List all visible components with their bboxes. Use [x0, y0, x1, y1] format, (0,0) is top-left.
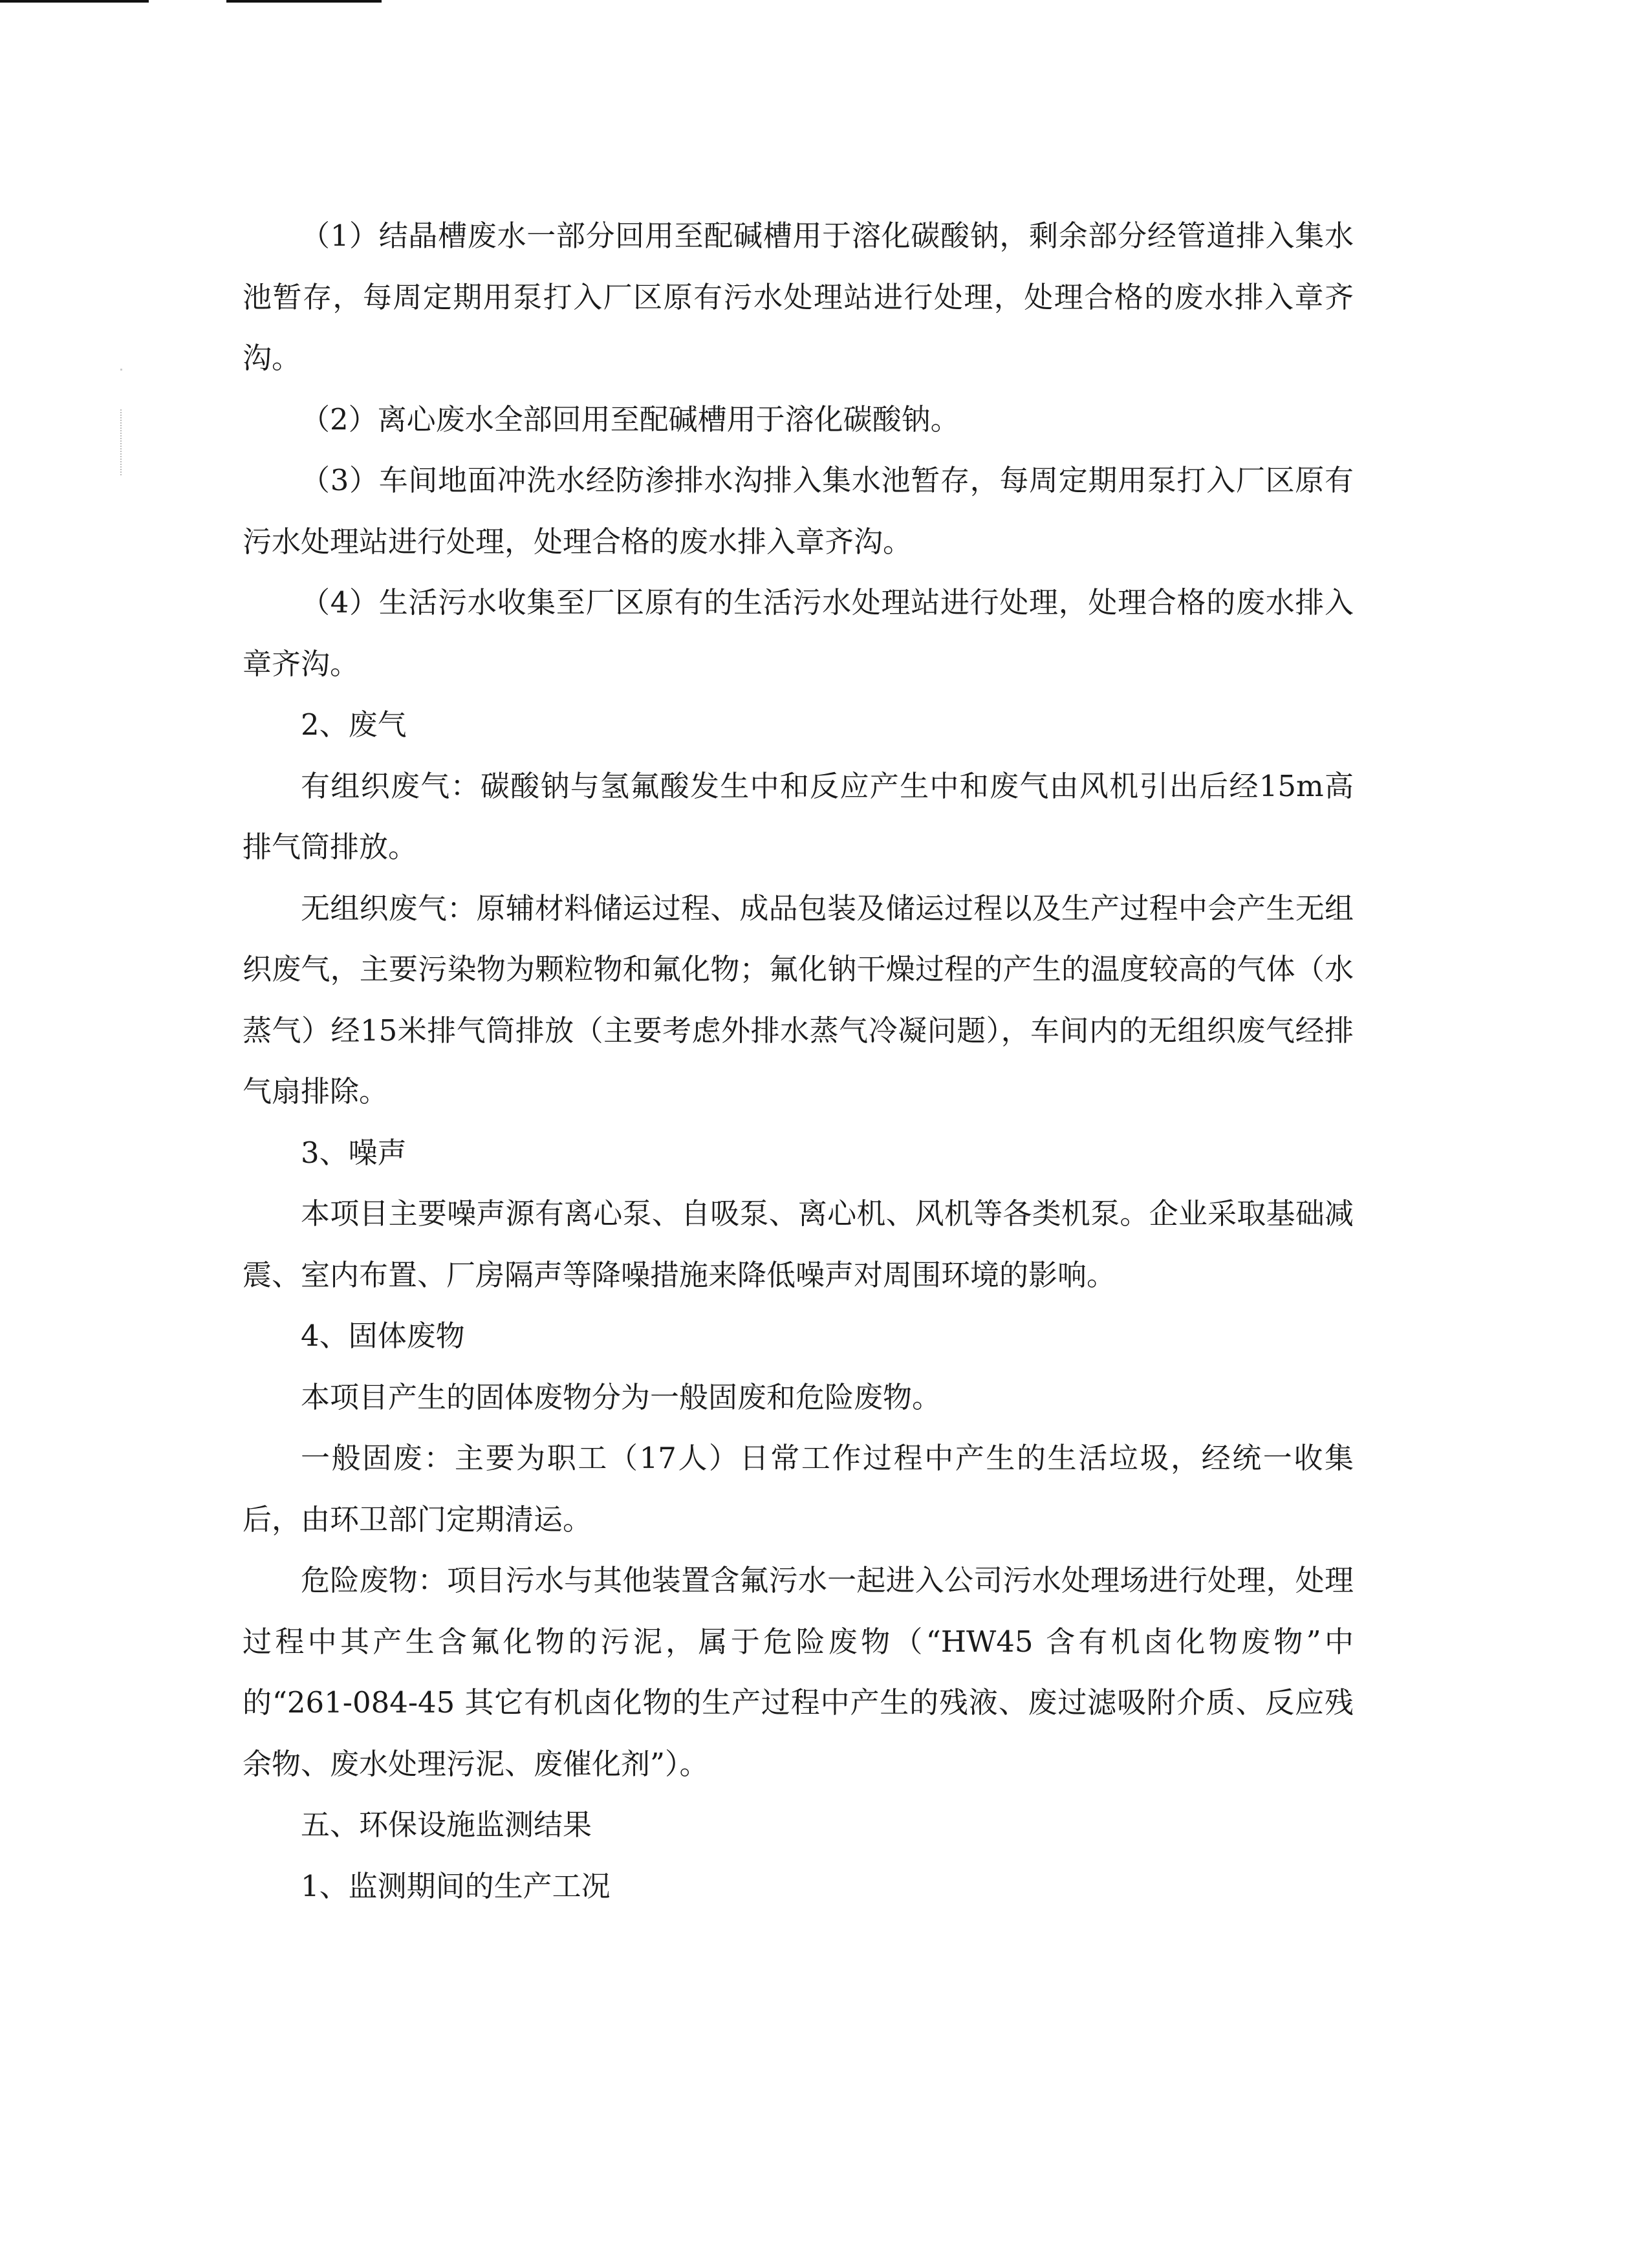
heading-noise: 3、噪声: [301, 1135, 407, 1170]
scan-edge-mark-left: [0, 0, 149, 3]
margin-binding-marks: [120, 409, 123, 475]
margin-speck: [120, 369, 122, 371]
paragraph-solid-waste-intro: 本项目产生的固体废物分为一般固废和危险废物。: [301, 1379, 942, 1414]
heading-production-conditions: 1、监测期间的生产工况: [301, 1868, 611, 1903]
paragraph-wastewater-1: （1）结晶槽废水一部分回用至配碱槽用于溶化碳酸钠，剩余部分经管道排入集水池暂存，每周定期用泵打入厂区原有污水处理站进行处理，处理合格的废水排入章齐沟。: [243, 219, 1354, 375]
paragraph-wastewater-4: （4）生活污水收集至厂区原有的生活污水处理站进行处理，处理合格的废水排入章齐沟。: [243, 585, 1354, 681]
paragraph-hazardous-waste: 危险废物：项目污水与其他装置含氟污水一起进入公司污水处理场进行处理，处理过程中其产生含氟化物的污泥，属于危险废物（“HW45 含有机卤化物废物”中的“261-084-45 其它有机卤化物的生产过程中产生的残液、废过滤吸附介质、反应残余物、废水处理污泥、废催化剂”）。: [243, 1563, 1354, 1781]
heading-solid-waste: 4、固体废物: [301, 1319, 465, 1353]
scan-edge-mark-right: [226, 0, 382, 3]
paragraph-organized-gas: 有组织废气：碳酸钠与氢氟酸发生中和反应产生中和废气由风机引出后经15m高排气筒排放。: [243, 768, 1354, 864]
paragraph-wastewater-3: （3）车间地面冲洗水经防渗排水沟排入集水池暂存，每周定期用泵打入厂区原有污水处理站进行处理，处理合格的废水排入章齐沟。: [243, 463, 1354, 559]
paragraph-noise: 本项目主要噪声源有离心泵、自吸泵、离心机、风机等各类机泵。企业采取基础减震、室内布置、厂房隔声等降噪措施来降低噪声对周围环境的影响。: [243, 1196, 1354, 1292]
heading-waste-gas: 2、废气: [301, 707, 407, 742]
paragraph-wastewater-2: （2）离心废水全部回用至配碱槽用于溶化碳酸钠。: [301, 402, 960, 437]
paragraph-general-waste: 一般固废：主要为职工（17人）日常工作过程中产生的生活垃圾，经统一收集后，由环卫部门定期清运。: [243, 1441, 1354, 1537]
section-heading-monitoring-results: 五、环保设施监测结果: [301, 1808, 592, 1842]
paragraph-unorganized-gas: 无组织废气：原辅材料储运过程、成品包装及储运过程以及生产过程中会产生无组织废气，主要污染物为颗粒物和氟化物；氟化钠干燥过程的产生的温度较高的气体（水蒸气）经15米排气筒排放（主要考虑外排水蒸气冷凝问题），车间内的无组织废气经排气扇排除。: [243, 891, 1354, 1108]
document-body: [243, 206, 1354, 1917]
